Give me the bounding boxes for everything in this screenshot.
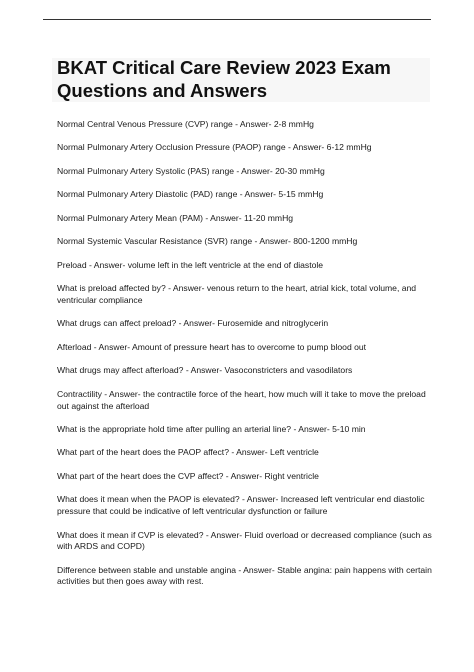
qa-item: What is preload affected by? - Answer- venous return to the heart, atrial kick, total volume, and ventricular compliance: [57, 283, 417, 305]
qa-item: Preload - Answer- volume left in the left ventricle at the end of diastole: [57, 259, 324, 270]
qa-item: Normal Pulmonary Artery Mean (PAM) - Answer- 11-20 mmHg: [57, 212, 294, 223]
qa-item: Normal Pulmonary Artery Diastolic (PAD) range - Answer- 5-15 mmHg: [57, 189, 324, 200]
top-divider: [43, 19, 431, 20]
qa-item: What is the appropriate hold time after pulling an arterial line? - Answer- 5-10 min: [57, 424, 366, 434]
qa-item: Contractility - Answer- the contractile force of the heart, how much will it take to move the preload out against the afterload: [57, 388, 426, 411]
qa-item: Normal Systemic Vascular Resistance (SVR) range - Answer- 800-1200 mmHg: [57, 236, 358, 247]
qa-item: What does it mean if CVP is elevated? - Answer- Fluid overload or decreased compliance (such as with ARDS and COPD): [57, 529, 432, 552]
document-title: BKAT Critical Care Review 2023 Exam Questions and Answers: [57, 57, 391, 101]
qa-item: What does it mean when the PAOP is elevated? - Answer- Increased left ventricular end diastolic pressure that could be indicative of left ventricular dysfunction or failure: [57, 494, 425, 517]
qa-item: What drugs can affect preload? - Answer- Furosemide and nitroglycerin: [57, 318, 329, 329]
qa-item: What drugs may affect afterload? - Answer- Vasoconstricters and vasodilators: [57, 365, 353, 376]
qa-item: Normal Pulmonary Artery Systolic (PAS) range - Answer- 20-30 mmHg: [57, 165, 325, 176]
qa-item: What part of the heart does the PAOP affect? - Answer- Left ventricle: [57, 447, 319, 458]
qa-item: Normal Central Venous Pressure (CVP) range - Answer- 2-8 mmHg: [57, 119, 314, 129]
qa-item: What part of the heart does the CVP affect? - Answer- Right ventricle: [57, 470, 319, 481]
qa-item: Difference between stable and unstable angina - Answer- Stable angina: pain happens with certain activities but then goes away with rest.: [57, 564, 432, 587]
qa-item: Afterload - Answer- Amount of pressure heart has to overcome to pump blood out: [57, 341, 367, 352]
qa-item: Normal Pulmonary Artery Occlusion Pressure (PAOP) range - Answer- 6-12 mmHg: [57, 142, 372, 153]
qa-list: [57, 119, 433, 600]
